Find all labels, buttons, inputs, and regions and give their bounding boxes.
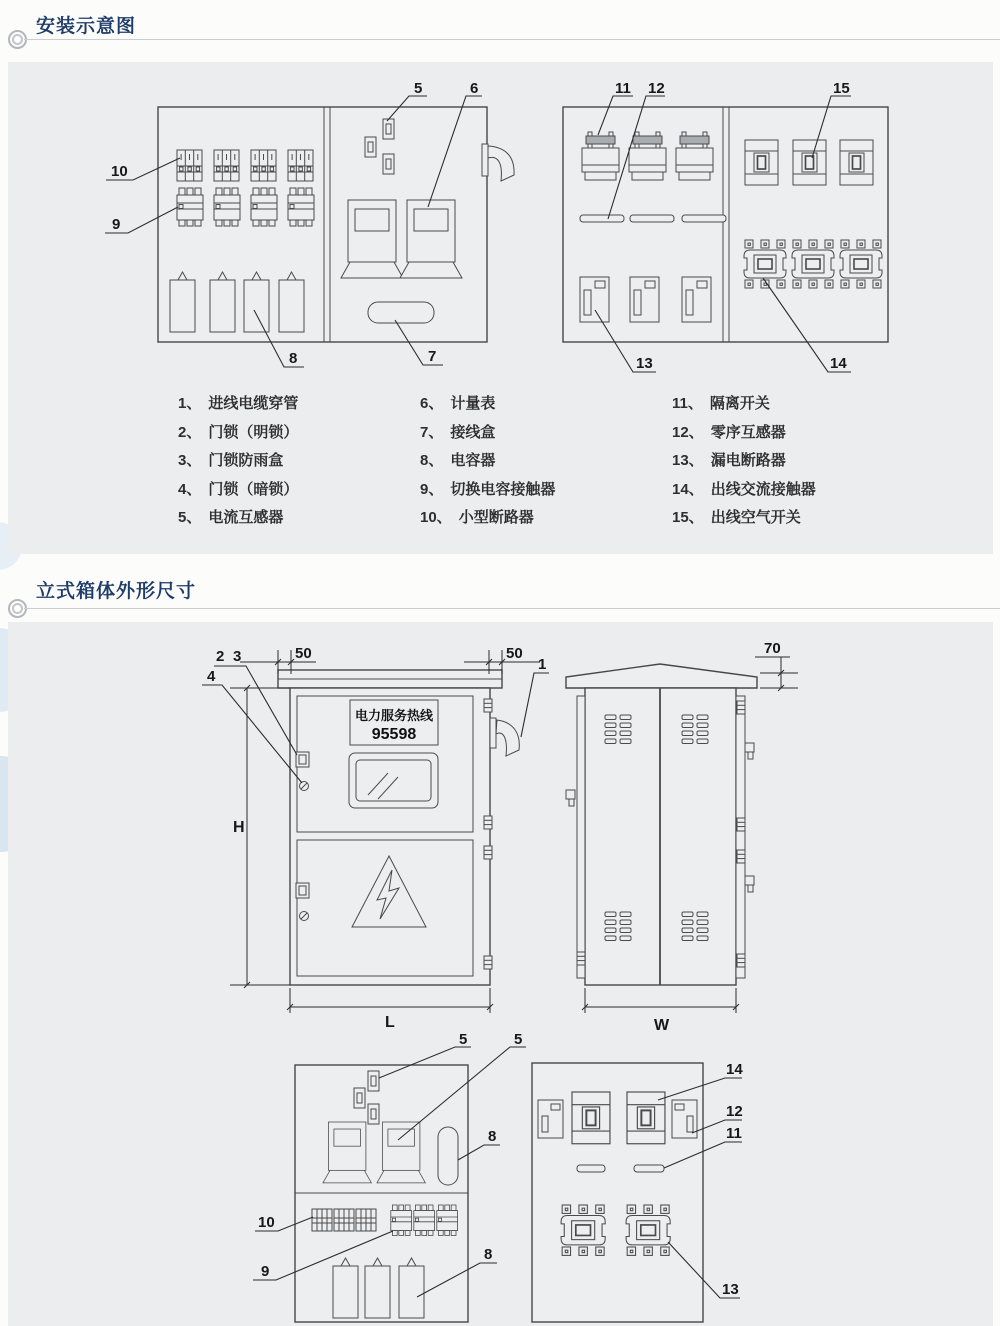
callout-8b: 8 [484, 1246, 493, 1263]
dim-50-right: 50 [506, 645, 523, 662]
legend-item: 14、 出线交流接触器 [672, 480, 816, 498]
callout-9: 9 [112, 216, 121, 233]
callout-13: 13 [722, 1281, 739, 1298]
legend-item: 15、 出线空气开关 [672, 509, 801, 526]
dim-L: L [385, 1014, 395, 1031]
dim-70: 70 [764, 640, 781, 657]
legend-item: 6、 计量表 [420, 395, 496, 412]
legend-item: 12、 零序互感器 [672, 423, 786, 441]
legend-item: 7、 接线盒 [420, 423, 496, 441]
callout-11: 11 [726, 1125, 742, 1142]
callout-10: 10 [111, 163, 128, 180]
service-hotline-number: 95598 [371, 726, 417, 743]
callout-7: 7 [428, 348, 437, 365]
interior-rear-diagram [532, 1063, 703, 1322]
callout-9: 9 [261, 1263, 270, 1280]
legend-item: 5、 电流互感器 [178, 509, 284, 526]
callout-1: 1 [538, 656, 547, 673]
callout-14: 14 [726, 1061, 743, 1078]
dim-H: H [233, 819, 245, 836]
section-title-install: 安装示意图 [36, 16, 137, 37]
legend-item: 8、 电容器 [420, 452, 496, 469]
legend-item: 4、 门锁（暗锁） [178, 480, 299, 498]
dim-50-left: 50 [295, 645, 312, 662]
callout-12: 12 [648, 80, 665, 97]
dim-W: W [654, 1017, 670, 1034]
install-cabinet-right [563, 107, 888, 342]
callout-5: 5 [414, 80, 423, 97]
install-cabinet-left [158, 107, 514, 342]
callout-6: 6 [470, 80, 479, 97]
legend-item: 3、 门锁防雨盒 [178, 452, 284, 469]
legend-item: 13、 漏电断路器 [672, 452, 786, 469]
service-hotline-label: 电力服务热线 [354, 708, 434, 723]
callout-11: 11 [615, 80, 631, 97]
callout-8: 8 [289, 350, 298, 367]
legend-item: 11、 隔离开关 [672, 395, 770, 412]
callout-8a: 8 [488, 1128, 497, 1145]
side-view [566, 664, 757, 985]
callout-13: 13 [636, 355, 653, 372]
callout-3: 3 [233, 648, 242, 665]
callout-4: 4 [207, 668, 216, 685]
legend-item: 9、 切换电容接触器 [420, 480, 556, 498]
callout-14: 14 [830, 355, 847, 372]
callout-12: 12 [726, 1103, 743, 1120]
callout-15: 15 [833, 80, 850, 97]
section-title-dimensions: 立式箱体外形尺寸 [36, 581, 197, 602]
callout-5b: 5 [514, 1031, 523, 1048]
legend-item: 2、 门锁（明锁） [178, 423, 299, 441]
legend-item: 1、 进线电缆穿管 [178, 395, 299, 412]
callout-10: 10 [258, 1214, 275, 1231]
callout-2: 2 [216, 648, 225, 665]
callout-5a: 5 [459, 1031, 468, 1048]
legend-item: 10、 小型断路器 [420, 509, 534, 526]
